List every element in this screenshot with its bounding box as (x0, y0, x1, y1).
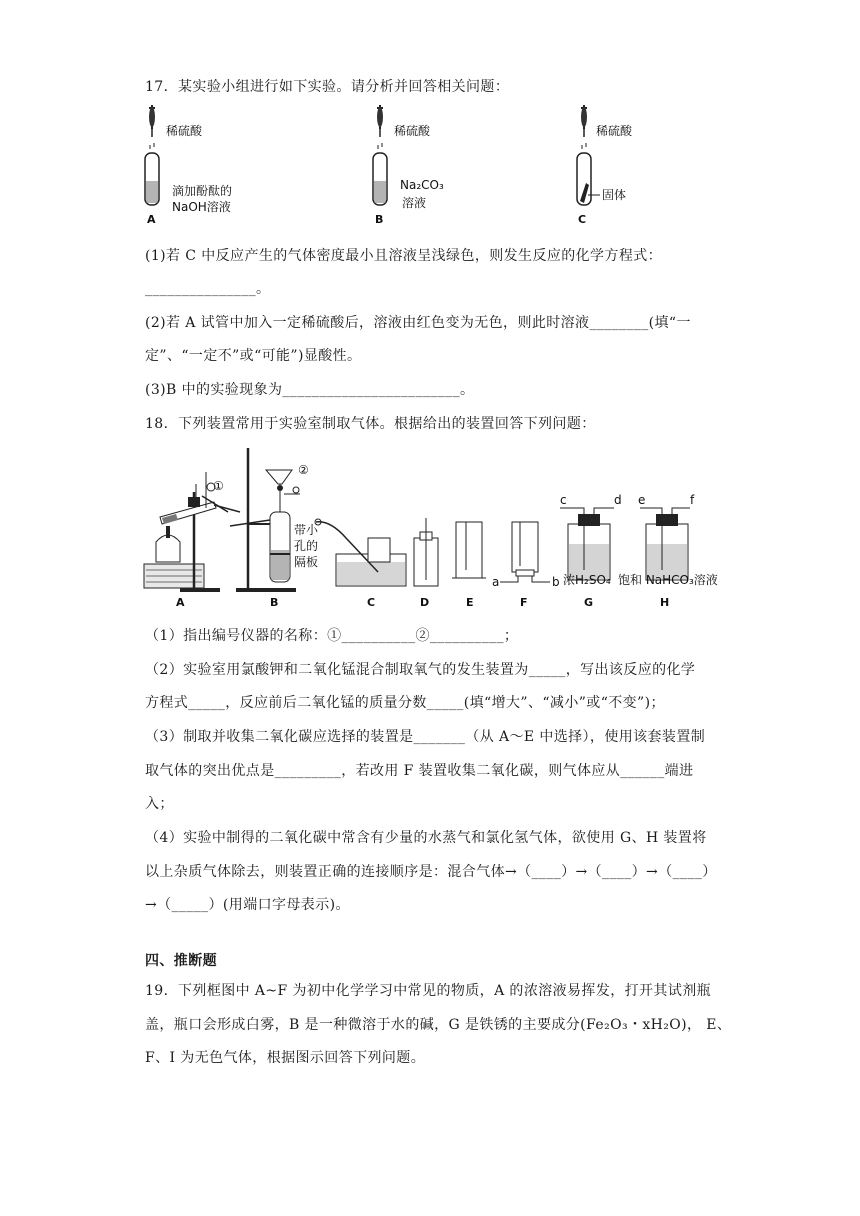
apparatus-f (500, 522, 550, 582)
q18-port-e: e (638, 493, 646, 507)
q18-h-text: 饱和 NaHCO₃溶液 (618, 573, 718, 587)
q18-label-d: D (420, 596, 430, 609)
q18-label-c: C (367, 596, 376, 609)
q17-a-line1: 滴加酚酞的 (172, 184, 233, 198)
apparatus-b (230, 448, 300, 592)
q18-label-b: B (270, 596, 279, 609)
q17-b-label: B (375, 213, 384, 223)
apparatus-e (452, 522, 486, 578)
apparatus-c (315, 519, 406, 586)
q18-num2: ② (298, 463, 309, 477)
q18-plate-line2: 孔的 (294, 539, 319, 553)
q18-port-c: c (560, 493, 567, 507)
q17-c-label: C (578, 213, 587, 223)
q18-apparatus-figure (140, 442, 730, 612)
q17-a-label: A (147, 213, 156, 223)
q18-g-text: 浓H₂SO₄ (563, 573, 611, 587)
apparatus-h (640, 508, 690, 580)
q18-num1: ① (213, 479, 224, 493)
tube-c (577, 105, 591, 205)
q17-title: 17．某实验小组进行如下实验。请分析并回答相关问题： (145, 79, 510, 95)
q19-line3: F、I 为无色气体，根据图示回答下列问题。 (145, 1050, 426, 1066)
q17-test-tube-figure (140, 103, 700, 223)
q18-p4-line3: →（_____）(用端口字母表示)。 (145, 897, 350, 913)
q17-acid-c: 稀硫酸 (596, 124, 633, 138)
q18-plate-line1: 带小 (294, 523, 319, 537)
q18-port-f: f (690, 493, 695, 507)
q18-p2-line1: （2）实验室用氯酸钾和二氧化锰混合制取氧气的发生装置为_____，写出该反应的化学 (145, 662, 696, 678)
q19-line1: 19．下列框图中 A~F 为初中化学学习中常见的物质，A 的浓溶液易挥发，打开其试剂瓶 (145, 983, 712, 999)
q17-p2-line2: 定”、“一定不”或“可能”)显酸性。 (145, 348, 362, 364)
q17-b-line2: 溶液 (402, 196, 427, 210)
q18-port-d: d (614, 493, 622, 507)
apparatus-a (144, 472, 240, 592)
q17-a-line2: NaOH溶液 (172, 200, 231, 214)
section4-heading: 四、推断题 (145, 953, 217, 969)
q17-b-line1: Na₂CO₃ (400, 178, 444, 192)
q17-p2-line1: (2)若 A 试管中加入一定稀硫酸后，溶液由红色变为无色，则此时溶液________(填“一 (145, 315, 691, 331)
q18-label-e: E (466, 596, 474, 609)
q18-label-h: H (660, 596, 670, 609)
q18-label-a: A (176, 596, 185, 609)
q17-p1-line1: (1)若 C 中反应产生的气体密度最小且溶液呈浅绿色，则发生反应的化学方程式： (145, 248, 663, 264)
q18-p4-line1: （4）实验中制得的二氧化碳中常含有少量的水蒸气和氯化氢气体，欲使用 G、H 装置将 (145, 830, 707, 846)
q18-label-f: F (520, 596, 528, 609)
q17-acid-a: 稀硫酸 (166, 124, 203, 138)
q17-c-line1: 固体 (602, 188, 627, 202)
q18-port-a: a (492, 575, 500, 589)
q19-line2: 盖，瓶口会形成白雾，B 是一种微溶于水的碱，G 是铁锈的主要成分(Fe₂O₃・xH₂O)， E、 (145, 1017, 732, 1033)
q18-p3-line1: （3）制取并收集二氧化碳应选择的装置是_______（从 A～E 中选择），使用该套装置制 (145, 729, 706, 745)
q17-p3: (3)B 中的实验现象为________________________。 (145, 382, 475, 398)
apparatus-d (414, 518, 438, 586)
q17-p1-line2: _______________。 (145, 281, 271, 297)
q18-port-b: b (552, 575, 560, 589)
q18-title: 18．下列装置常用于实验室制取气体。根据给出的装置回答下列问题： (145, 416, 596, 432)
q18-p3-line3: 入； (145, 796, 174, 812)
q18-p1: （1）指出编号仪器的名称：①__________②__________； (145, 628, 519, 644)
q18-plate-line3: 隔板 (294, 555, 319, 569)
q18-p4-line2: 以上杂质气体除去，则装置正确的连接顺序是：混合气体→（____）→（____）→（____） (145, 864, 717, 880)
q18-p2-line2: 方程式_____，反应前后二氧化锰的质量分数_____(填“增大”、“减小”或“不变”)； (145, 695, 665, 711)
apparatus-g (560, 508, 614, 580)
q17-acid-b: 稀硫酸 (394, 124, 431, 138)
tube-a (145, 105, 159, 205)
q18-label-g: G (584, 596, 594, 609)
q18-p3-line2: 取气体的突出优点是_________，若改用 F 装置收集二氧化碳，则气体应从______端进 (145, 763, 694, 779)
tube-b (373, 105, 387, 205)
